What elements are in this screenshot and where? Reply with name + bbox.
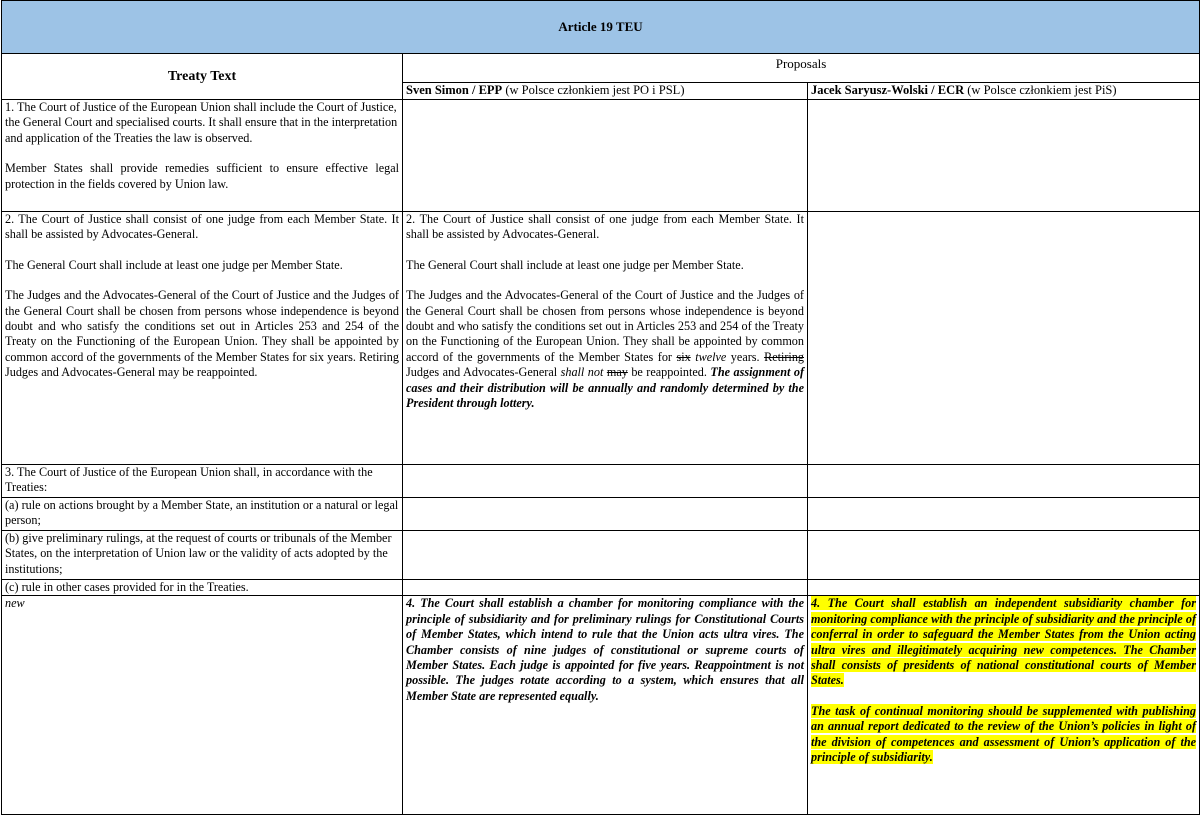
inserted-text: shall not xyxy=(560,365,604,380)
ecr-paragraph xyxy=(811,704,1196,766)
ecr-name: Jacek Saryusz-Wolski / ECR xyxy=(811,83,965,98)
header-treaty-text: Treaty Text xyxy=(2,54,403,100)
struck-text: Retiring xyxy=(764,349,805,364)
treaty-paragraph: 1. The Court of Justice of the European Union shall include the Court of Justice, the General Court and specialised courts. It shall ensure that in the interpretation and application of the Treaties the law is observed. xyxy=(5,100,398,145)
epp-paragraph xyxy=(406,288,804,411)
epp-cell: 4. The Court shall establish a chamber for monitoring compliance with the principle of subsidiarity and for preliminary rulings for Constitutional Courts of Member States, which intend to rule that the Union acts ultra vires. The Chamber consists of nine judges of constitutional or supreme courts of Member States. Each judge is appointed for five years. Reappointment is not possible. The judges rotate according to a system, which ensures that all Member State are represented equally. xyxy=(403,596,808,815)
table-title: Article 19 TEU xyxy=(2,1,1200,54)
epp-text: years. xyxy=(726,349,765,364)
epp-cell xyxy=(403,100,808,212)
inserted-text: The assignment of cases and their distribution will be annually and randomly determined by the President through lottery. xyxy=(406,365,805,411)
highlighted-text: The task of continual monitoring should be supplemented with publishing an annual report dedicated to the review of the Union’s policies in light of the division of competences and assessment of Union’s application of the principle of subsidiarity. xyxy=(811,703,1197,765)
epp-cell xyxy=(403,498,808,531)
treaty-paragraph: 2. The Court of Justice shall consist of one judge from each Member State. It shall be assisted by Advocates-General. xyxy=(5,212,399,242)
epp-name: Sven Simon / EPP xyxy=(406,83,503,98)
table-row xyxy=(2,580,1200,596)
ecr-note: (w Polsce członkiem jest PiS) xyxy=(967,83,1117,98)
ecr-cell xyxy=(808,100,1200,212)
treaty-cell xyxy=(2,212,403,465)
header-epp xyxy=(403,83,808,100)
header-proposals: Proposals xyxy=(403,54,1200,83)
epp-text: The Judges and the Advocates-General of the Court of Justice and the Judges of the General Court shall be chosen from persons whose independence is beyond doubt and who satisfy the conditions set out in Articles 253 and 254 of the Treaty on the Functioning of the European Union. They shall be appointed by common accord of the governments of the Member States for xyxy=(406,288,804,364)
ecr-cell xyxy=(808,498,1200,531)
epp-cell xyxy=(403,212,808,465)
treaty-cell: (c) rule in other cases provided for in the Treaties. xyxy=(2,580,403,596)
epp-cell xyxy=(403,580,808,596)
treaty-paragraph: The Judges and the Advocates-General of the Court of Justice and the Judges of the General Court shall be chosen from persons whose independence is beyond doubt and who satisfy the conditions set out in Articles 253 and 254 of the Treaty on the Functioning of the European Union. They shall be appointed by common accord of the governments of the Member States for six years. Retiring Judges and Advocates-General may be reappointed. xyxy=(5,288,399,380)
table-row xyxy=(2,212,1200,465)
epp-note: (w Polsce członkiem jest PO i PSL) xyxy=(505,83,685,98)
table-row xyxy=(2,498,1200,531)
ecr-cell xyxy=(808,465,1200,498)
treaty-paragraph: The General Court shall include at least one judge per Member State. xyxy=(5,257,343,272)
epp-text: Judges and Advocates-General xyxy=(406,365,561,380)
treaty-cell xyxy=(2,100,403,212)
ecr-cell xyxy=(808,531,1200,580)
ecr-cell xyxy=(808,596,1200,815)
highlighted-text: 4. The Court shall establish an independent subsidiarity chamber for monitoring compliance with the principle of subsidiarity and the principle of conferral in order to safeguard the Member States from the Union acting ultra vires and illegitimately acquiring new competences. The Chamber shall consists of presidents of national constitutional courts of Member States. xyxy=(811,596,1197,688)
inserted-text: twelve xyxy=(695,349,727,364)
treaty-paragraph: Member States shall provide remedies sufficient to ensure effective legal protection in the fields covered by Union law. xyxy=(5,161,399,191)
table-row xyxy=(2,596,1200,815)
table-row xyxy=(2,531,1200,580)
epp-paragraph: 2. The Court of Justice shall consist of one judge from each Member State. It shall be assisted by Advocates-General. xyxy=(406,212,804,242)
ecr-cell xyxy=(808,212,1200,465)
treaty-cell: 3. The Court of Justice of the European Union shall, in accordance with the Treaties: xyxy=(2,465,403,498)
struck-text: may xyxy=(606,365,628,380)
header-ecr xyxy=(808,83,1200,100)
epp-text: be reappointed. xyxy=(627,365,711,380)
epp-cell xyxy=(403,531,808,580)
article-table xyxy=(1,0,1200,815)
ecr-paragraph xyxy=(811,596,1196,688)
treaty-cell: (b) give preliminary rulings, at the request of courts or tribunals of the Member States, on the interpretation of Union law or the validity of acts adopted by the institutions; xyxy=(2,531,403,580)
treaty-cell: (a) rule on actions brought by a Member State, an institution or a natural or legal person; xyxy=(2,498,403,531)
epp-paragraph: The General Court shall include at least one judge per Member State. xyxy=(406,257,744,272)
table-row xyxy=(2,465,1200,498)
ecr-cell xyxy=(808,580,1200,596)
treaty-cell: new xyxy=(2,596,403,815)
epp-cell xyxy=(403,465,808,498)
struck-text: six xyxy=(676,349,691,364)
table-row xyxy=(2,100,1200,212)
